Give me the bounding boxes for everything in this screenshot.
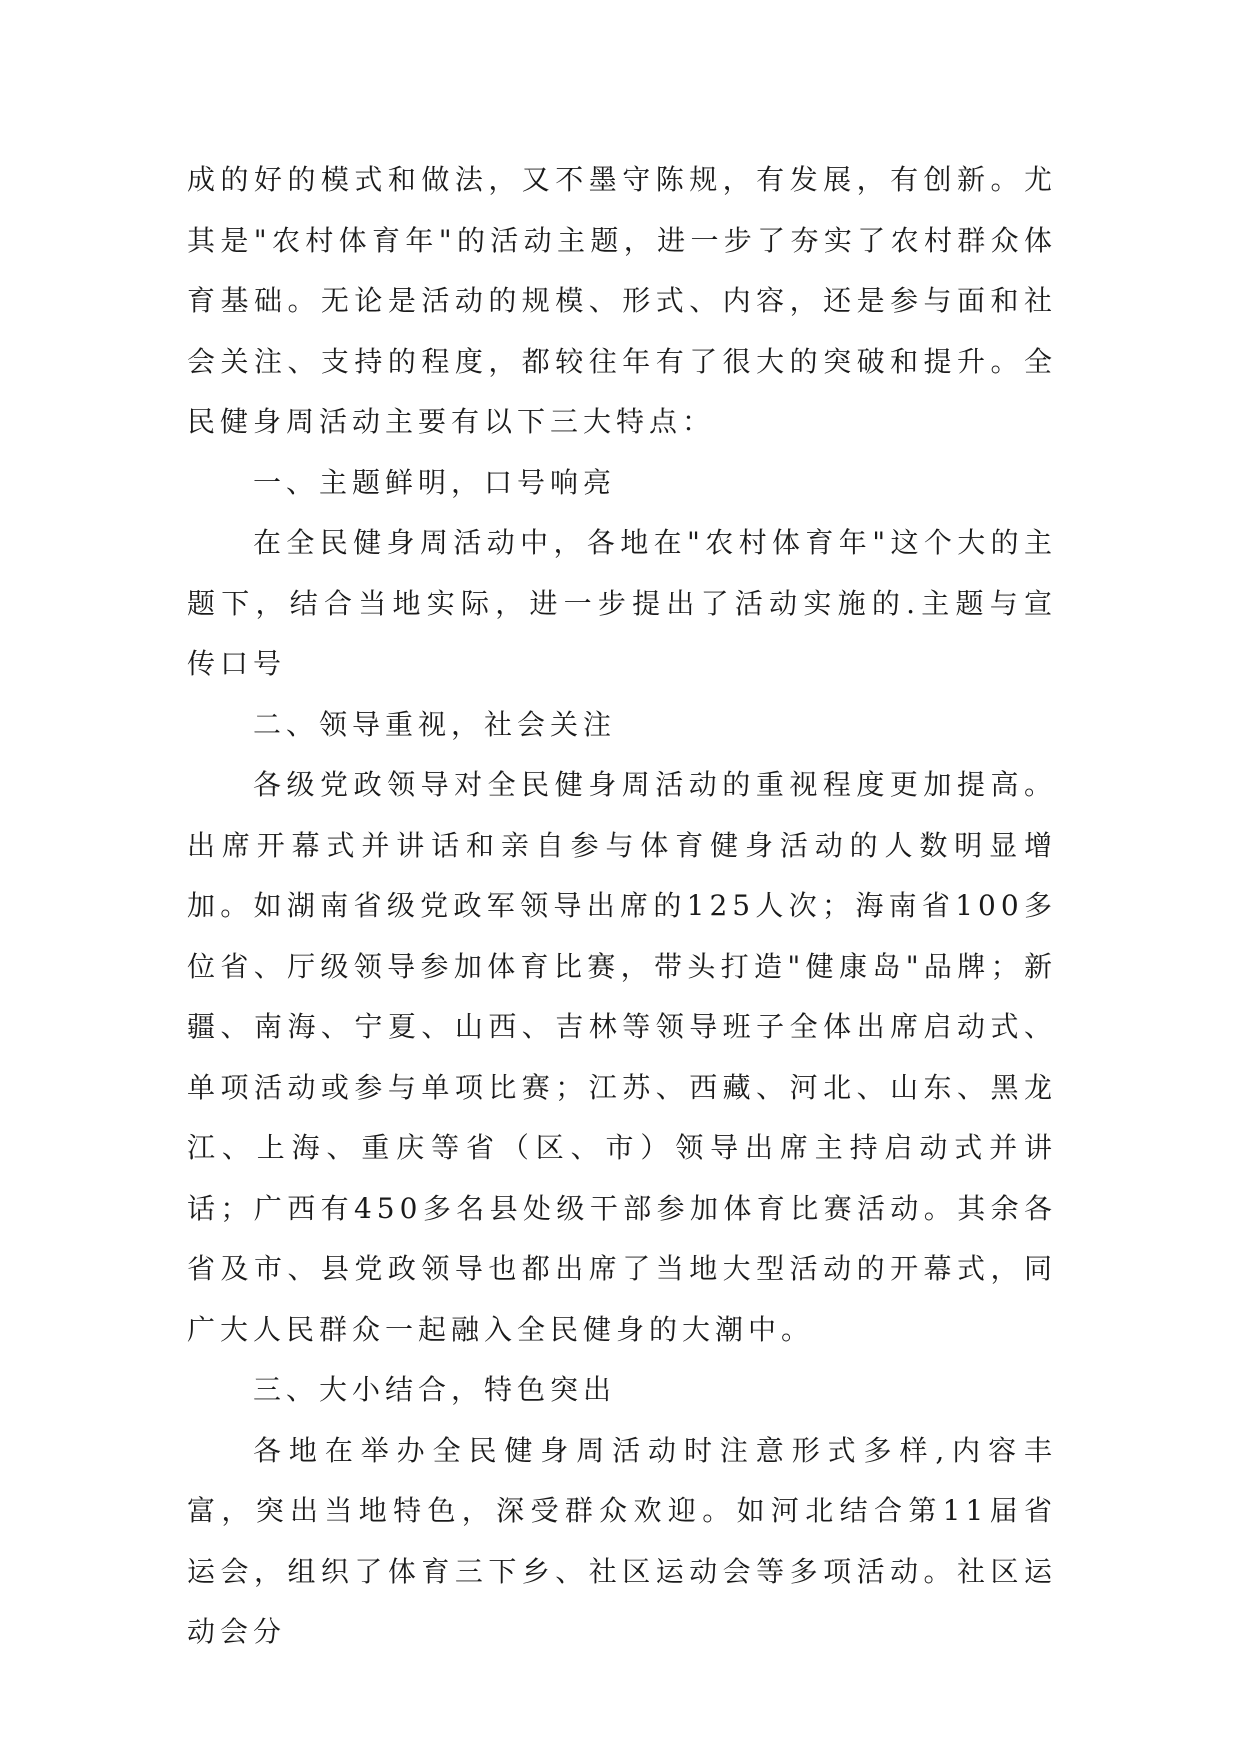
paragraph-section-3: 各地在举办全民健身周活动时注意形式多样,内容丰富，突出当地特色，深受群众欢迎。如河北结合第11届省运会，组织了体育三下乡、社区运动会等多项活动。社区运动会分 [187, 1433, 1057, 1648]
section-heading-2: 二、领导重视，社会关注 [253, 707, 617, 741]
section-heading-1: 一、主题鲜明，口号响亮 [253, 465, 617, 499]
paragraph-section-2: 各级党政领导对全民健身周活动的重视程度更加提高。出席开幕式并讲话和亲自参与体育健身活动的人数明显增加。如湖南省级党政军领导出席的125人次；海南省100多位省、厅级领导参加体育比赛，带头打造"健康岛"品牌；新疆、南海、宁夏、山西、吉林等领导班子全体出席启动式、单项活动或参与单项比赛；江苏、西藏、河北、山东、黑龙江、上海、重庆等省（区、市）领导出席主持启动式并讲话；广西有450多名县处级干部参加体育比赛活动。其余各省及市、县党政领导也都出席了当地大型活动的开幕式，同广大人民群众一起融入全民健身的大潮中。 [187, 768, 1057, 1346]
paragraph-intro-continuation: 成的好的模式和做法，又不墨守陈规，有发展，有创新。尤其是"农村体育年"的活动主题，进一步了夯实了农村群众体育基础。无论是活动的规模、形式、内容，还是参与面和社会关注、支持的程度，都较往年有了很大的突破和提升。全民健身周活动主要有以下三大特点： [187, 163, 1057, 438]
section-heading-3: 三、大小结合，特色突出 [253, 1373, 617, 1406]
document-body [187, 150, 1057, 1663]
paragraph-section-1: 在全民健身周活动中，各地在"农村体育年"这个大的主题下，结合当地实际，进一步提出了活动实施的.主题与宣传口号 [187, 526, 1057, 680]
